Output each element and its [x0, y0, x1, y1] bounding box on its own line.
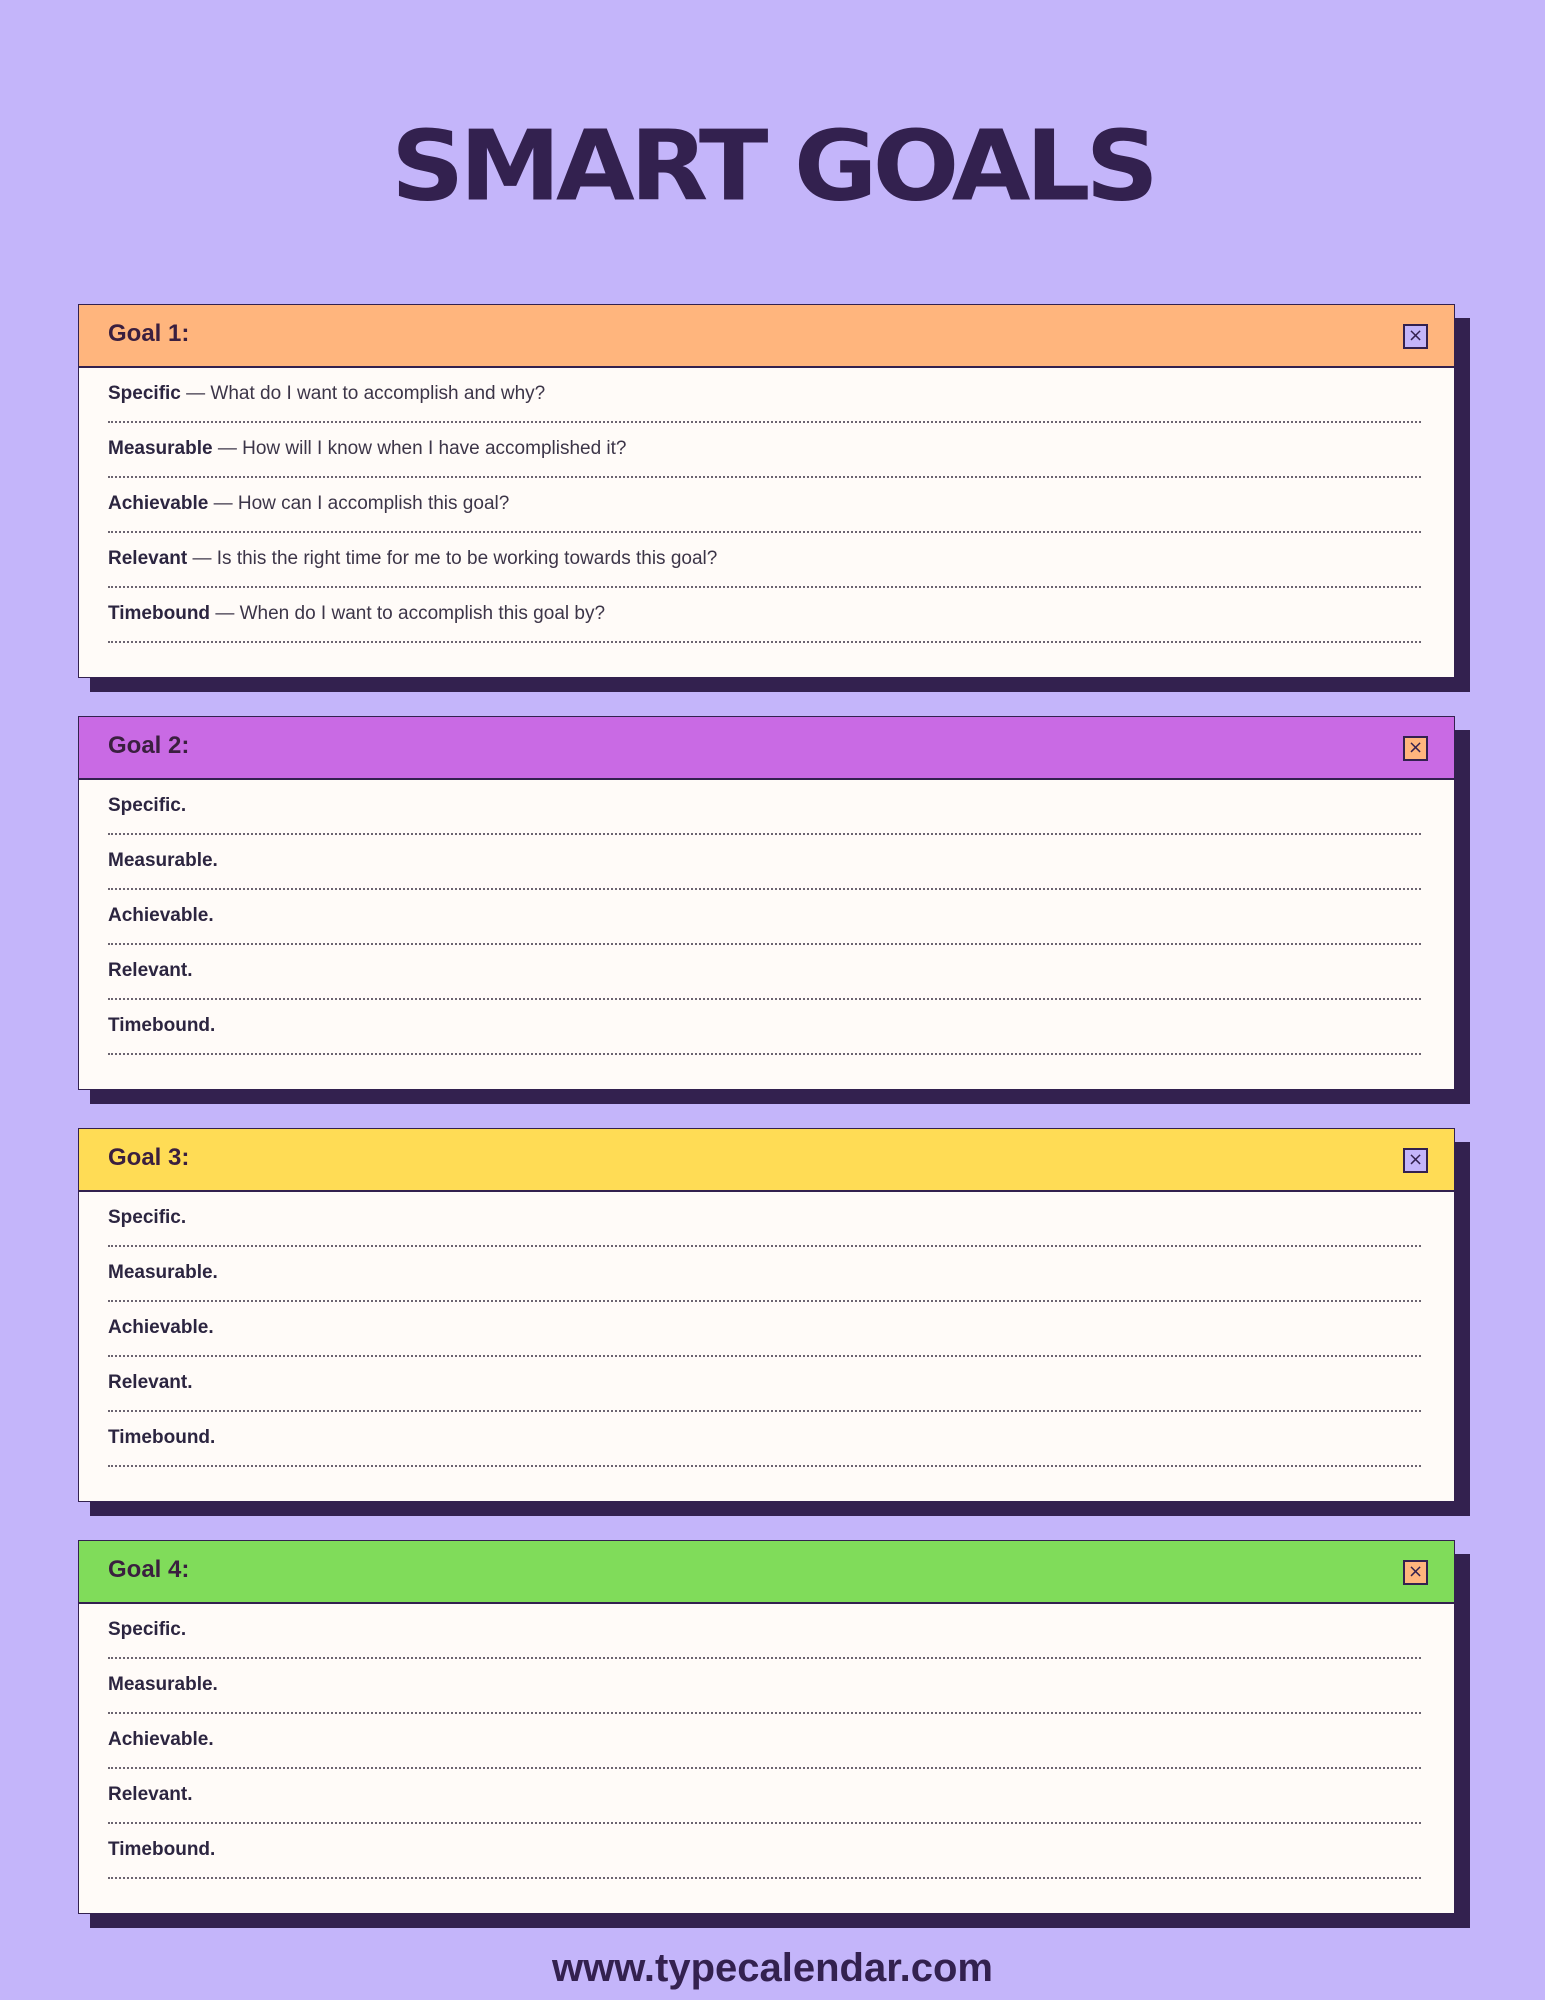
field-label: Specific. — [108, 1207, 187, 1228]
goal-card — [78, 716, 1455, 1090]
field-label: Achievable — [108, 493, 209, 514]
close-icon[interactable]: × — [1403, 736, 1428, 761]
page-title: SMART GOALS — [390, 110, 1155, 224]
field-label: Timebound. — [108, 1427, 216, 1448]
field-label: Timebound. — [108, 1839, 216, 1860]
goal-title: Goal 1: — [108, 320, 190, 347]
field-text — [108, 438, 627, 460]
field-text — [108, 1619, 186, 1641]
goal-header — [79, 1541, 1454, 1604]
goal-field-row[interactable] — [108, 1769, 1421, 1824]
goal-field-row[interactable] — [108, 1192, 1421, 1247]
goal-title: Goal 3: — [108, 1144, 190, 1171]
goal-field-row[interactable] — [108, 1714, 1421, 1769]
field-text — [108, 493, 509, 515]
goal-field-row[interactable] — [108, 835, 1421, 890]
field-prompt: — How can I accomplish this goal? — [208, 493, 510, 514]
field-label: Relevant. — [108, 1784, 193, 1805]
field-text — [108, 1427, 215, 1449]
field-label: Measurable. — [108, 850, 218, 871]
field-text — [108, 795, 186, 817]
goal-fields — [108, 1604, 1421, 1879]
goal-fields — [108, 1192, 1421, 1467]
close-icon[interactable]: × — [1403, 1148, 1428, 1173]
field-label: Specific. — [108, 1619, 187, 1640]
field-text — [108, 383, 545, 405]
close-icon[interactable]: × — [1403, 324, 1428, 349]
goal-field-row[interactable] — [108, 1412, 1421, 1467]
goal-title: Goal 4: — [108, 1556, 190, 1583]
field-label: Relevant — [108, 548, 188, 569]
goal-fields — [108, 368, 1421, 643]
footer-url: www.typecalendar.com — [552, 1946, 993, 1990]
goal-header — [79, 717, 1454, 780]
field-text — [108, 1015, 215, 1037]
field-label: Measurable. — [108, 1262, 218, 1283]
field-text — [108, 960, 192, 982]
field-label: Specific — [108, 383, 181, 404]
goal-field-row[interactable] — [108, 1302, 1421, 1357]
close-icon[interactable]: × — [1403, 1560, 1428, 1585]
field-prompt: — What do I want to accomplish and why? — [180, 383, 546, 404]
goal-field-row[interactable] — [108, 945, 1421, 1000]
field-text — [108, 1784, 192, 1806]
card-panel — [78, 1540, 1455, 1914]
goal-header — [79, 305, 1454, 368]
field-label: Measurable — [108, 438, 213, 459]
goal-field-row[interactable] — [108, 1604, 1421, 1659]
goal-field-row[interactable] — [108, 1357, 1421, 1412]
field-prompt: — When do I want to accomplish this goal by? — [210, 603, 606, 624]
field-text — [108, 1674, 218, 1696]
field-text — [108, 1729, 214, 1751]
field-text — [108, 1207, 186, 1229]
field-text — [108, 1372, 192, 1394]
goal-card — [78, 304, 1455, 678]
field-label: Achievable. — [108, 905, 214, 926]
field-label: Achievable. — [108, 1729, 214, 1750]
field-label: Specific. — [108, 795, 187, 816]
goal-field-row[interactable] — [108, 1000, 1421, 1055]
field-text — [108, 1262, 218, 1284]
goal-field-row[interactable] — [108, 368, 1421, 423]
goal-field-row[interactable] — [108, 1659, 1421, 1714]
goal-field-row[interactable] — [108, 780, 1421, 835]
field-label: Timebound — [108, 603, 211, 624]
field-label: Measurable. — [108, 1674, 218, 1695]
field-label: Achievable. — [108, 1317, 214, 1338]
field-label: Relevant. — [108, 960, 193, 981]
goal-field-row[interactable] — [108, 478, 1421, 533]
field-text — [108, 603, 605, 625]
field-text — [108, 1317, 214, 1339]
goal-header — [79, 1129, 1454, 1192]
goal-card — [78, 1128, 1455, 1502]
goal-field-row[interactable] — [108, 890, 1421, 945]
goal-fields — [108, 780, 1421, 1055]
goal-title: Goal 2: — [108, 732, 190, 759]
field-text — [108, 905, 214, 927]
card-panel — [78, 716, 1455, 1090]
field-text — [108, 850, 218, 872]
field-prompt: — Is this the right time for me to be working towards this goal? — [187, 548, 718, 569]
goal-field-row[interactable] — [108, 1824, 1421, 1879]
card-panel — [78, 304, 1455, 678]
field-label: Relevant. — [108, 1372, 193, 1393]
card-panel — [78, 1128, 1455, 1502]
goal-field-row[interactable] — [108, 588, 1421, 643]
field-text — [108, 548, 717, 570]
goal-card — [78, 1540, 1455, 1914]
goal-field-row[interactable] — [108, 423, 1421, 478]
field-text — [108, 1839, 215, 1861]
goal-field-row[interactable] — [108, 1247, 1421, 1302]
goal-field-row[interactable] — [108, 533, 1421, 588]
field-label: Timebound. — [108, 1015, 216, 1036]
field-prompt: — How will I know when I have accomplished it? — [212, 438, 627, 459]
